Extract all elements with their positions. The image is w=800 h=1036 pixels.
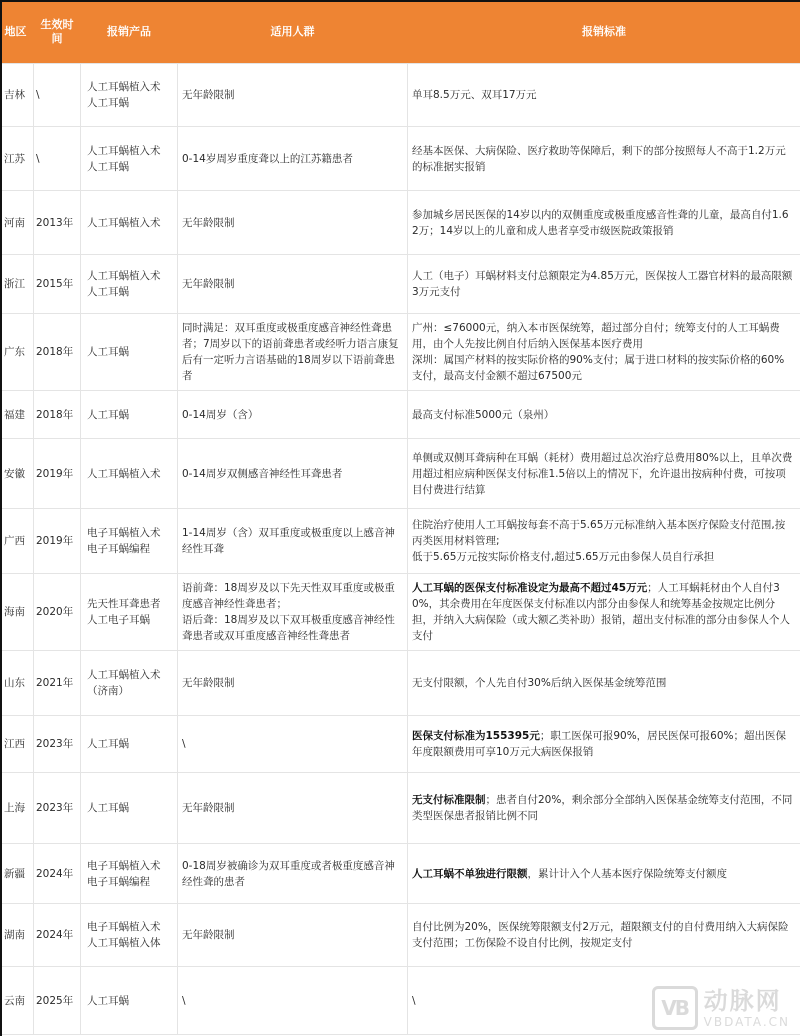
vbdata-watermark [652,986,790,1030]
cell-product [81,391,178,439]
cell-population [178,574,408,651]
header-standard: 报销标准 [408,0,800,64]
cell-product [81,191,178,255]
cell-product [81,651,178,716]
cell-effective-time: 2025年 [34,967,81,1035]
product-line: 人工耳蜗植入术 [87,669,161,681]
standard-paragraph [412,866,794,882]
standard-paragraph [412,675,794,691]
standard-paragraph [412,352,794,384]
cell-standard [408,127,800,191]
cell-product [81,574,178,651]
standard-text: ；职工医保可报90%，居民医保可报60%；超出医保年度限额费用可享10万元大病医保报销 [412,730,787,758]
standard-text: 低于5.65万元按实际价格支付,超过5.65万元由参保人员自行承担 [412,551,715,563]
product-line: 电子耳蜗植入术 [87,859,161,872]
cell-standard [408,64,800,127]
cell-effective-time: 2013年 [34,191,81,255]
product-line: 人工耳蜗植入术 [87,270,161,282]
cell-standard [408,191,800,255]
product-line: 人工耳蜗 [87,97,129,109]
table-row [1,127,800,191]
cell-region: 山东 [1,651,34,716]
product-line: 电子耳蜗编程 [87,543,150,555]
table-row [1,844,800,904]
standard-text: 经基本医保、大病保险、医疗救助等保障后，剩下的部分按照每人不高于1.2万元的标准据实报销 [412,144,786,173]
cell-region: 上海 [1,773,34,844]
table-row [1,773,800,844]
cell-product [81,844,178,904]
cell-standard [408,716,800,773]
cell-region: 湖南 [1,904,34,967]
cell-population [178,967,408,1035]
cell-standard [408,773,800,844]
population-line: 0-18周岁被确诊为双耳重度或者极重度感音神经性聋的患者 [182,859,395,888]
cell-standard [408,255,800,314]
cell-standard [408,439,800,509]
cell-effective-time: 2023年 [34,716,81,773]
cell-effective-time: \ [34,127,81,191]
product-line: 人工耳蜗 [87,994,129,1007]
cell-population [178,439,408,509]
standard-text: 人工（电子）耳蜗材料支付总额限定为4.85万元，医保按人工器官材料的最高限额3万元支付 [412,270,793,298]
population-line: 同时满足：双耳重度或极重度感音神经性聋患者；7周岁以下的语前聋患者或经听力语言康复后有一定听力言语基础的18周岁以下语前聋患者 [182,322,399,382]
cell-standard [408,844,800,904]
population-line: 无年龄限制 [182,89,235,101]
header-product: 报销产品 [81,0,178,64]
cell-region: 广东 [1,314,34,391]
cell-product [81,255,178,314]
population-line: 语前聋：18周岁及以下先天性双耳重度或极重度感音神经性聋患者； [182,582,395,610]
population-line: 0-14岁周岁重度聋以上的江苏籍患者 [182,152,353,165]
cell-product [81,773,178,844]
cell-population [178,651,408,716]
population-line: 1-14周岁（含）双耳重度或极重度以上感音神经性耳聋 [182,527,395,555]
standard-text: 无支付限额，个人先自付30%后纳入医保基金统筹范围 [412,677,667,689]
standard-text: 广州：≤76000元，纳入本市医保统筹，超过部分自付；统筹支付的人工耳蜗费用，由个人先按比例自付后纳入医保基本医疗费用 [412,322,780,350]
product-line: 人工耳蜗植入术 [87,216,161,229]
table-row [1,439,800,509]
population-line: 无年龄限制 [182,929,235,941]
cell-effective-time: 2020年 [34,574,81,651]
table-body [1,64,800,1035]
watermark-name-cn: 动脉网 [703,986,782,1015]
standard-text: 参加城乡居民医保的14岁以内的双侧重度或极重度感音性聋的儿童，最高自付1.62万；14岁以上的儿童和成人患者享受市级医院政策报销 [412,208,789,237]
product-line: 人工耳蜗 [87,738,129,750]
table-row [1,64,800,127]
standard-text: 单耳8.5万元、双耳17万元 [412,89,537,101]
standard-text: \ [412,994,416,1007]
cell-region: 海南 [1,574,34,651]
cell-region: 浙江 [1,255,34,314]
cell-standard [408,574,800,651]
standard-paragraph [412,320,794,352]
cell-product [81,314,178,391]
cell-effective-time: 2021年 [34,651,81,716]
product-line: 先天性耳聋患者 [87,598,161,610]
cell-population [178,904,408,967]
header-region: 地区 [1,0,34,64]
cell-region: 新疆 [1,844,34,904]
product-line: 人工耳蜗植入术 [87,144,161,157]
cell-standard [408,651,800,716]
population-line: 0-14周岁双侧感音神经性耳聋患者 [182,467,343,480]
cell-standard [408,904,800,967]
cell-population [178,509,408,574]
watermark-text [703,986,790,1029]
standard-paragraph [412,517,794,549]
product-line: 电子耳蜗编程 [87,875,150,888]
standard-text: 自付比例为20%，医保统筹限额支付2万元，超限额支付的自付费用纳入大病保险支付范围；工伤保险不设自付比例，按规定支付 [412,921,789,949]
header-effective-time: 生效时间 [34,0,81,64]
population-line: 无年龄限制 [182,278,235,290]
product-line: 人工耳蜗 [87,408,129,421]
cell-effective-time: 2023年 [34,773,81,844]
product-line: 人工耳蜗 [87,802,129,814]
standard-paragraph [412,549,794,565]
cell-effective-time: 2019年 [34,439,81,509]
population-line: \ [182,994,186,1007]
standard-text: 单侧或双侧耳聋病种在耳蜗（耗材）费用超过总次治疗总费用80%以上，且单次费用超过相应病种医保支付标准1.5倍以上的情况下，允许退出按病种付费，可按项目付费进行结算 [412,451,793,496]
standard-paragraph [412,207,794,239]
cell-effective-time: 2019年 [34,509,81,574]
cell-population [178,127,408,191]
standard-text: ；患者自付20%，剩余部分全部纳入医保基金统筹支付范围，不同类型医保患者报销比例不同 [412,794,793,822]
standard-highlight: 人工耳蜗的医保支付标准设定为最高不超过45万元 [412,582,648,594]
product-line: 人工耳蜗 [87,286,129,298]
header-row [1,0,800,64]
standard-paragraph [412,728,794,760]
table-row [1,574,800,651]
cell-effective-time: 2018年 [34,314,81,391]
product-line: 电子耳蜗植入术 [87,527,161,539]
table-row [1,314,800,391]
frame-top-border [0,0,800,2]
cell-product [81,439,178,509]
watermark-name-en: VBDATA.CN [703,1014,790,1029]
header-population: 适用人群 [178,0,408,64]
cell-standard [408,391,800,439]
standard-highlight: 医保支付标准为155395元 [412,730,540,742]
table-row [1,651,800,716]
cell-standard [408,314,800,391]
cell-population [178,391,408,439]
standard-text: 住院治疗使用人工耳蜗按每套不高于5.65万元标准纳入基本医疗保险支付范围,按丙类医用材料管理; [412,519,786,547]
population-line: 无年龄限制 [182,677,235,689]
cell-product [81,64,178,127]
standard-text: ；人工耳蜗耗材由个人自付30%，其余费用在年度医保支付标准以内部分由参保人和统筹基金按规定比例分担，并纳入大病保险（或大额乙类补助）报销，超出支付标准的部分由参保人个人支付 [412,582,790,642]
standard-paragraph [412,268,794,300]
table-row [1,509,800,574]
population-line: 无年龄限制 [182,802,235,814]
cell-population [178,255,408,314]
standard-text: ，累计计入个人基本医疗保险统筹支付额度 [527,867,727,880]
cell-product [81,904,178,967]
population-line: 无年龄限制 [182,216,235,229]
standard-paragraph [412,580,794,644]
product-line: 人工电子耳蜗 [87,614,150,626]
cell-region: 吉林 [1,64,34,127]
cell-population [178,191,408,255]
standard-paragraph [412,792,794,824]
cell-product [81,716,178,773]
cell-population [178,314,408,391]
population-line: 语后聋：18周岁及以下双耳极重度感音神经性聋患者或双耳重度感音神经性聋患者 [182,614,395,642]
standard-highlight: 人工耳蜗不单独进行限额 [412,867,528,880]
cell-population [178,64,408,127]
standard-text: 深圳：属国产材料的按实际价格的90%支付；属于进口材料的按实际价格的60%支付，最高支付金额不超过67500元 [412,354,785,382]
cell-region: 安徽 [1,439,34,509]
table-row [1,191,800,255]
table-row [1,391,800,439]
cell-standard [408,509,800,574]
cell-population [178,716,408,773]
standard-paragraph [412,143,794,175]
table-row [1,255,800,314]
standard-highlight: 无支付标准限制 [412,794,486,806]
product-line: 人工耳蜗植入体 [87,937,161,949]
cell-region: 江西 [1,716,34,773]
cell-region: 福建 [1,391,34,439]
table-row [1,904,800,967]
population-line: \ [182,738,186,750]
population-line: 0-14周岁（含） [182,408,259,421]
cell-product [81,509,178,574]
product-line: 人工耳蜗 [87,160,129,173]
cell-effective-time: 2018年 [34,391,81,439]
product-line: 电子耳蜗植入术 [87,921,161,933]
standard-paragraph [412,87,794,103]
standard-text: 最高支付标准5000元（泉州） [412,408,555,421]
cell-population [178,844,408,904]
cell-product [81,127,178,191]
cell-effective-time: 2015年 [34,255,81,314]
product-line: 人工耳蜗 [87,346,129,358]
cell-product [81,967,178,1035]
cell-population [178,773,408,844]
standard-paragraph [412,450,794,498]
frame-left-border [0,0,2,1036]
vbdata-logo-icon: VB [652,986,698,1030]
cell-region: 河南 [1,191,34,255]
cell-effective-time: 2024年 [34,844,81,904]
table-header [1,0,800,64]
cell-region: 江苏 [1,127,34,191]
cell-region: 云南 [1,967,34,1035]
product-line: （济南） [87,685,129,697]
product-line: 人工耳蜗植入术 [87,467,161,480]
cell-region: 广西 [1,509,34,574]
product-line: 人工耳蜗植入术 [87,81,161,93]
cell-effective-time: 2024年 [34,904,81,967]
standard-paragraph [412,407,794,423]
cell-effective-time: \ [34,64,81,127]
standard-paragraph [412,919,794,951]
table-row [1,716,800,773]
